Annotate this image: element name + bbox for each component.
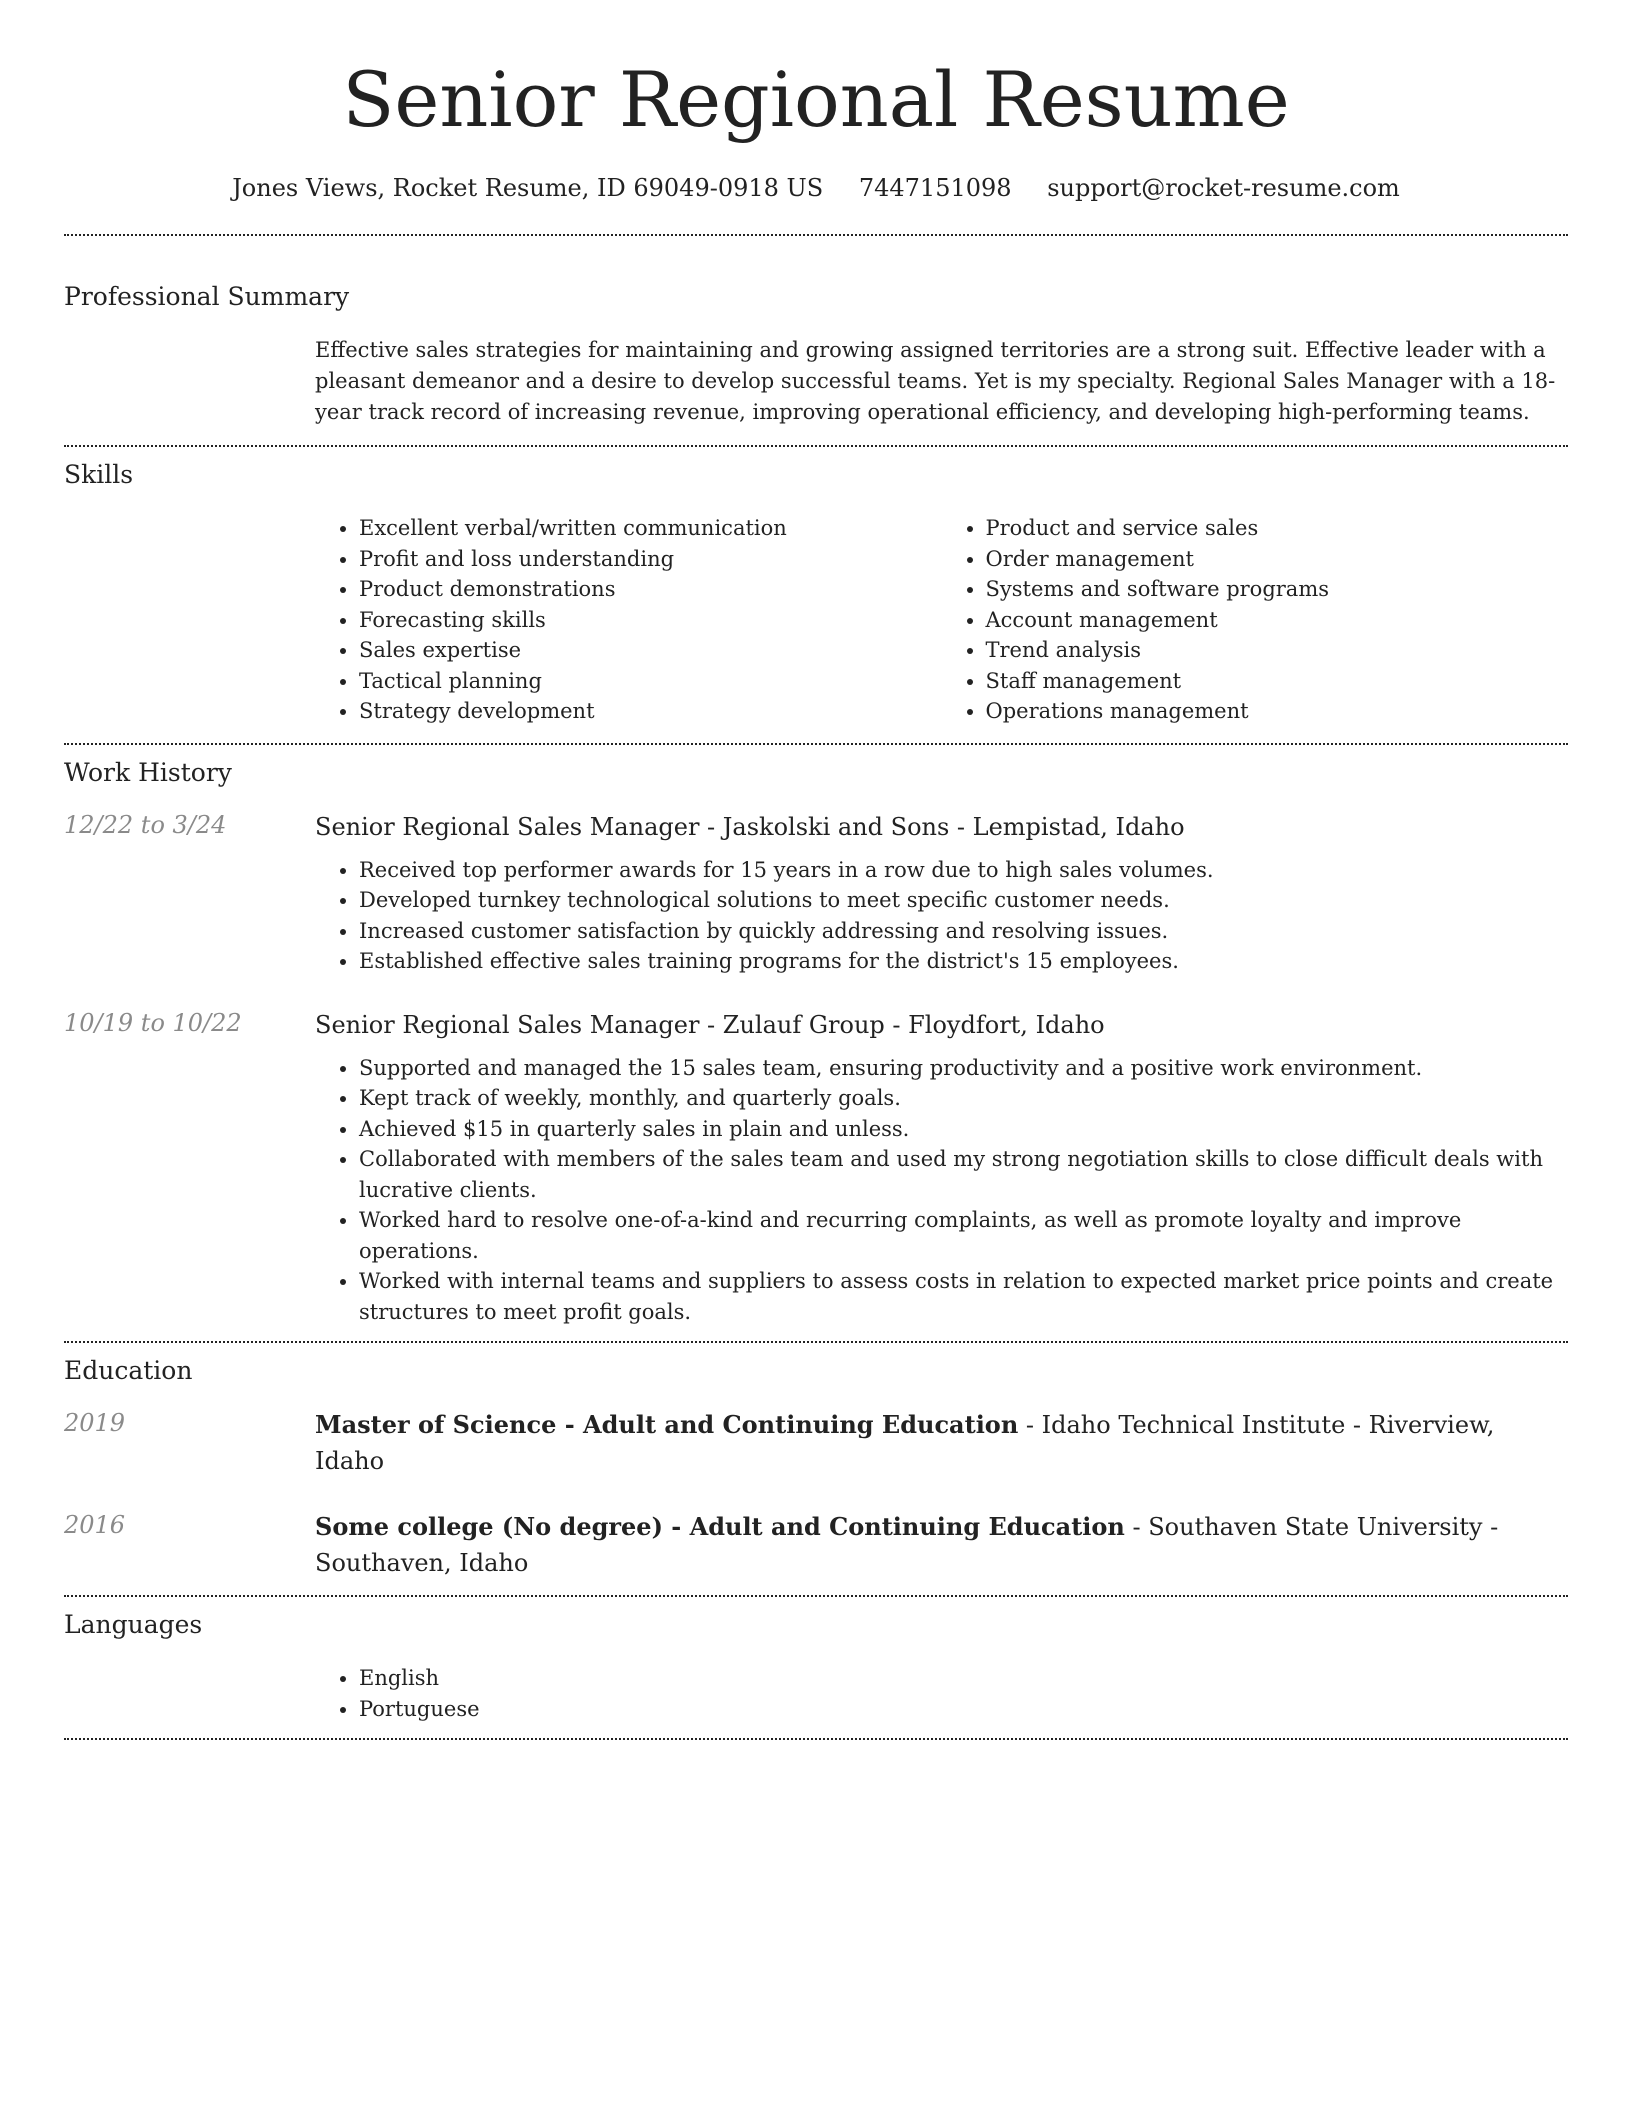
- contact-address: Jones Views, Rocket Resume, ID 69049-0918 US: [232, 174, 824, 202]
- list-item: • Sales expertise: [359, 635, 942, 666]
- list-item: • Staff management: [986, 666, 1569, 697]
- section-title-work: Work History: [64, 757, 232, 787]
- education-entry: [64, 1509, 1568, 1581]
- list-item: • Trend analysis: [986, 635, 1569, 666]
- list-item: • Systems and software programs: [986, 574, 1569, 605]
- job-entry: [64, 809, 1568, 977]
- education-title: [315, 1407, 1568, 1479]
- list-item: • Product demonstrations: [359, 574, 942, 605]
- contact-email: support@rocket-resume.com: [1047, 174, 1400, 202]
- section-title-languages: Languages: [64, 1610, 203, 1639]
- education-title: [315, 1509, 1568, 1581]
- summary-section: [64, 236, 1568, 445]
- section-title-education: Education: [64, 1356, 193, 1385]
- list-item: • Order management: [986, 544, 1569, 575]
- list-item: • Profit and loss understanding: [359, 544, 942, 575]
- languages-section: [64, 1597, 1568, 1738]
- contact-line: [64, 172, 1568, 204]
- job-date: 12/22 to 3/24: [64, 810, 227, 839]
- education-entry: [64, 1407, 1568, 1479]
- education-school: - Southaven State University - Southaven, Idaho: [315, 1513, 1499, 1577]
- education-date: 2019: [64, 1409, 126, 1437]
- languages-list: [315, 1663, 1568, 1724]
- list-item: • Kept track of weekly, monthly, and quarterly goals.: [359, 1083, 1568, 1114]
- skills-column-1: [315, 513, 942, 727]
- list-item: • Increased customer satisfaction by quickly addressing and resolving issues.: [359, 916, 1568, 947]
- resume-name: Senior Regional Resume: [342, 55, 1290, 144]
- resume-header: [64, 0, 1568, 204]
- work-section: [64, 745, 1568, 1342]
- job-entry: [64, 1007, 1568, 1328]
- skills-list: [315, 513, 1568, 727]
- summary-text: Effective sales strategies for maintaining and growing assigned territories are a strong suit. Effective leader with a pleasant demeanor and a desire to develop successful teams. Yet is my specialty. Regional Sales Manager with a 18-year track record of increasing revenue, improving operational efficiency, and developing high-performing teams.: [315, 338, 1556, 424]
- section-title-summary: Professional Summary: [64, 282, 350, 311]
- list-item: • Established effective sales training programs for the district's 15 employees.: [359, 946, 1568, 977]
- job-title: Senior Regional Sales Manager - Zulauf Group - Floydfort, Idaho: [315, 1010, 1105, 1039]
- list-item: • Operations management: [986, 696, 1569, 727]
- education-degree: Master of Science - Adult and Continuing Education: [315, 1410, 1019, 1439]
- list-item: • English: [359, 1663, 1568, 1694]
- skills-column-2: [942, 513, 1569, 727]
- education-school: - Idaho Technical Institute - Riverview, Idaho: [315, 1411, 1495, 1475]
- list-item: • Worked hard to resolve one-of-a-kind and recurring complaints, as well as promote loyalty and improve operations.: [359, 1205, 1568, 1266]
- job-date: 10/19 to 10/22: [64, 1008, 242, 1037]
- list-item: • Product and service sales: [986, 513, 1569, 544]
- list-item: • Received top performer awards for 15 years in a row due to high sales volumes.: [359, 855, 1568, 886]
- section-title-skills: Skills: [64, 460, 134, 489]
- list-item: • Worked with internal teams and suppliers to assess costs in relation to expected market price points and create structures to meet profit goals.: [359, 1266, 1568, 1327]
- list-item: • Tactical planning: [359, 666, 942, 697]
- list-item: • Supported and managed the 15 sales team, ensuring productivity and a positive work environment.: [359, 1053, 1568, 1084]
- list-item: • Account management: [986, 605, 1569, 636]
- education-date: 2016: [64, 1511, 126, 1539]
- section-divider: [64, 1738, 1568, 1740]
- education-section: [64, 1343, 1568, 1595]
- list-item: • Forecasting skills: [359, 605, 942, 636]
- list-item: • Portuguese: [359, 1694, 1568, 1725]
- job-bullets: [315, 1053, 1568, 1328]
- list-item: • Collaborated with members of the sales team and used my strong negotiation skills to close difficult deals with lucrative clients.: [359, 1144, 1568, 1205]
- job-bullets: [315, 855, 1568, 977]
- education-degree: Some college (No degree) - Adult and Continuing Education: [315, 1512, 1125, 1541]
- skills-section: [64, 447, 1568, 743]
- list-item: • Excellent verbal/written communication: [359, 513, 942, 544]
- list-item: • Developed turnkey technological solutions to meet specific customer needs.: [359, 885, 1568, 916]
- list-item: • Achieved $15 in quarterly sales in plain and unless.: [359, 1114, 1568, 1145]
- job-title: Senior Regional Sales Manager - Jaskolski and Sons - Lempistad, Idaho: [315, 812, 1185, 841]
- list-item: • Strategy development: [359, 696, 942, 727]
- contact-phone: 7447151098: [858, 174, 1012, 202]
